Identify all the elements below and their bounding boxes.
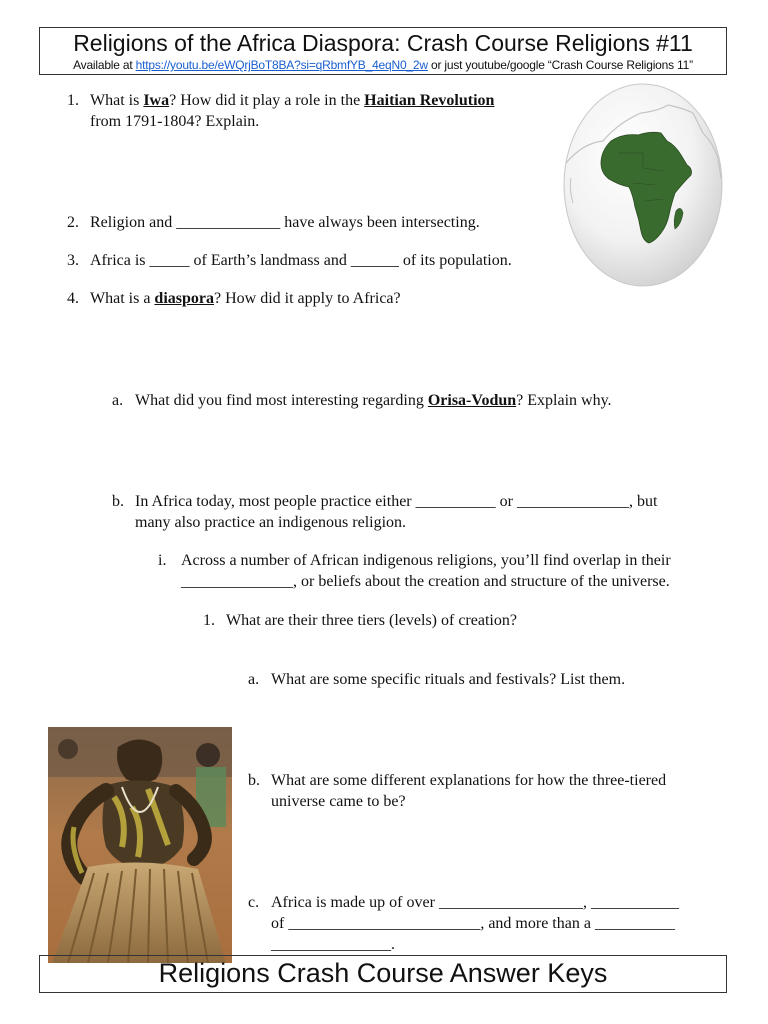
question-4a-suffix: ? Explain why. [516,392,612,409]
question-1-line-2: from 1791-1804? Explain. [90,113,260,130]
question-4b-i-1-b-line-2: universe came to be? [271,793,406,810]
header-box [39,27,727,75]
question-4b-i [158,550,671,592]
question-1-middle: ? How did it play a role in the [169,92,365,109]
question-4b-i-line-2: ______________, or beliefs about the creation and structure of the universe. [181,573,670,590]
question-4b-i-1-text: What are their three tiers (levels) of creation? [226,612,517,629]
term-iwa: Iwa [143,92,170,109]
question-1-prefix: What is [90,92,144,109]
available-prefix: Available at [73,58,136,72]
question-4b-i-1-b-line-1: What are some different explanations for how the three-tiered [271,772,667,789]
availability-line [40,58,726,72]
question-4b-i-1-c-line-2: of ________________________, and more than a __________ [271,915,675,932]
question-4-suffix: ? How did it apply to Africa? [214,290,401,307]
question-4b-i-1-c-letter: c. [248,894,260,911]
worksheet-title: Religions of the Africa Diaspora: Crash Course Religions #11 [73,30,693,56]
question-4b-i-1-b [248,770,666,812]
question-4a-letter: a. [112,392,124,409]
question-4a-text [112,390,612,411]
question-4b-i-numeral: i. [158,552,167,569]
footer-box [39,955,727,993]
question-2 [67,212,480,233]
question-4b-i-1-c [248,892,679,955]
question-2-text: Religion and _____________ have always been intersecting. [90,214,480,231]
question-4-number: 4. [67,290,79,307]
question-4b-i-1-a-text: What are some specific rituals and festivals? List them. [271,671,626,688]
question-4b-i-1-number: 1. [203,612,215,629]
question-2-number: 2. [67,214,79,231]
question-1-line-1 [67,90,494,111]
question-4-text [67,288,401,309]
question-3-text: Africa is _____ of Earth’s landmass and ______ of its population. [90,252,512,269]
question-4b-i-1-c-line-3: _______________. [271,936,395,953]
footer-title: Religions Crash Course Answer Keys [158,958,608,988]
question-4b-i-line-1: Across a number of African indigenous religions, you’ll find overlap in their [181,552,671,569]
question-4b-i-1-a-letter: a. [248,671,260,688]
dancer-photo [48,727,232,963]
term-orisa-vodun: Orisa-Vodun [427,392,517,409]
question-4b-i-1 [203,610,517,631]
question-4a-prefix: What did you find most interesting regarding [135,392,428,409]
question-4b-line-2: many also practice an indigenous religion. [135,514,407,531]
question-4b-line-1: In Africa today, most people practice either __________ or ______________, but [135,493,658,510]
question-1-number: 1. [67,92,79,109]
question-3 [67,250,512,271]
africa-globe-image [563,83,723,288]
available-suffix: or just youtube/google “Crash Course Religions 11” [427,58,693,72]
question-4b [112,491,657,533]
question-3-number: 3. [67,252,79,269]
term-haitian-revolution: Haitian Revolution [364,92,495,109]
question-4b-i-1-a [248,669,625,690]
question-4-prefix: What is a [90,290,155,307]
term-diaspora: diaspora [154,290,214,307]
question-4b-i-1-c-line-1: Africa is made up of over __________________, ___________ [271,894,679,911]
question-4b-i-1-b-letter: b. [248,772,260,789]
question-4b-letter: b. [112,493,124,510]
question-4 [67,288,401,309]
video-link[interactable]: https://youtu.be/eWQrjBoT8BA?si=qRbmfYB_4eqN0_2w [135,58,428,72]
question-4a [112,390,612,411]
question-1 [67,90,494,132]
